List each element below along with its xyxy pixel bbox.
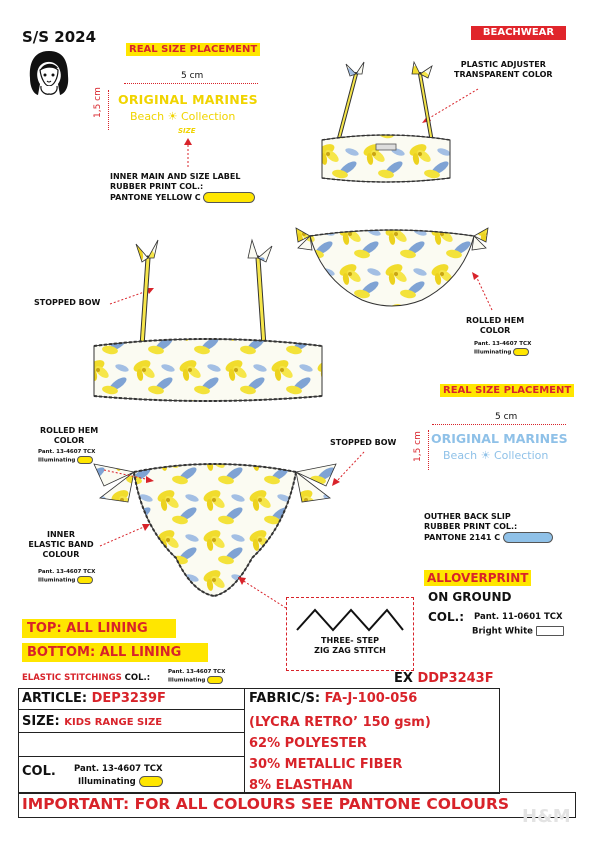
size-value: KIDS RANGE SIZE — [64, 717, 163, 728]
fabric-line-3: 30% METALLIC FIBER — [249, 757, 403, 772]
print-pantone: Pant. 11-0601 TCX — [474, 612, 563, 622]
inner-elastic-swatch — [77, 576, 93, 584]
blue-brand-sub-part-1: Beach — [443, 449, 478, 462]
inner-label-note — [110, 172, 270, 203]
back-height-dimension-line — [428, 430, 429, 470]
important-note: IMPORTANT: FOR ALL COLOURS SEE PANTONE COLOURS — [22, 795, 510, 813]
col-row-divider — [18, 756, 244, 757]
fabric-code: FA-J-100-056 — [324, 691, 418, 706]
category-badge: BEACHWEAR — [471, 26, 566, 40]
inner-elastic-line-1: INNER — [47, 530, 75, 539]
ex-label: EX — [394, 671, 413, 686]
col-name: Illuminating — [78, 777, 136, 787]
brand-logo-yellow: ORIGINAL MARINES — [118, 92, 258, 107]
back-label-height-measure: 1,5 cm — [413, 431, 423, 462]
print-color-row — [472, 626, 564, 637]
rolled-hem-2-line-2: COLOR — [53, 436, 85, 445]
back-label-note — [424, 512, 594, 543]
fabric-lines — [249, 712, 431, 796]
bottom-lining-label: BOTTOM: ALL LINING — [22, 643, 208, 662]
inner-elastic-arrow — [96, 520, 156, 550]
real-size-placement-title: REAL SIZE PLACEMENT — [126, 43, 260, 56]
inner-elastic-line-2: ELASTIC BAND — [28, 540, 94, 549]
ex-code: DDP3243F — [417, 671, 494, 686]
rolled-hem-2-pantone-name: Illuminating — [38, 457, 76, 464]
inner-elastic-pantone-code: Pant. 13-4607 TCX — [38, 569, 96, 575]
on-ground-label: ON GROUND — [428, 590, 512, 604]
size-row — [22, 714, 162, 729]
rolled-hem-1-pantone-name: Illuminating — [474, 349, 512, 356]
girl-face-icon — [26, 48, 72, 98]
rolled-hem-1-pantone — [474, 341, 531, 357]
col-name-row — [78, 776, 163, 787]
elastic-stitchings-col: COL.: — [124, 673, 151, 683]
brand-logo-blue: ORIGINAL MARINES — [431, 431, 568, 446]
rolled-hem-arrow-2 — [100, 466, 160, 486]
rolled-hem-2-line-1: ROLLED HEM — [40, 426, 99, 435]
rolled-hem-note-1 — [466, 316, 524, 336]
inner-elastic-pantone — [38, 569, 95, 585]
yellow-swatch — [203, 192, 255, 203]
fabric-line-2: 62% POLYESTER — [249, 736, 367, 751]
article-label: ARTICLE: — [22, 691, 88, 706]
rolled-hem-arrow-1 — [470, 270, 500, 315]
ex-row — [394, 671, 494, 686]
top-lining-label: TOP: ALL LINING — [22, 619, 176, 638]
note-line-1: INNER MAIN AND SIZE LABEL — [110, 172, 241, 181]
brand-sub-yellow — [130, 110, 235, 123]
bikini-top-back-sketch — [316, 60, 456, 192]
label-width-measure: 5 cm — [181, 71, 204, 81]
zigzag-arrow — [232, 574, 292, 614]
inner-elastic-pantone-name: Illuminating — [38, 577, 76, 584]
rolled-hem-1-pantone-code: Pant. 13-4607 TCX — [474, 341, 532, 347]
article-row-divider — [18, 709, 244, 710]
zigzag-stitch-icon — [287, 600, 413, 636]
back-label-width-measure: 5 cm — [495, 412, 518, 422]
article-value: DEP3239F — [91, 691, 166, 706]
rolled-hem-note-2 — [40, 426, 98, 446]
back-note-line-1: OUTHER BACK SLIP — [424, 512, 511, 521]
bikini-top-front-sketch — [86, 236, 330, 408]
zigzag-box — [286, 597, 414, 671]
label-height-measure: 1,5 cm — [93, 87, 103, 118]
rolled-hem-1-line-2: COLOR — [479, 326, 511, 335]
note-line-3: PANTONE YELLOW C — [110, 193, 201, 202]
blue-brand-sub-part-2: Collection — [493, 449, 549, 462]
fabric-label: FABRIC/S: — [249, 691, 321, 706]
elastic-stitchings-swatch — [207, 676, 223, 684]
rolled-hem-1-swatch — [513, 348, 529, 356]
col-label: COL. — [22, 764, 56, 779]
back-width-dimension-line — [432, 424, 566, 425]
width-dimension-line — [124, 83, 258, 84]
back-note-line-3: PANTONE 2141 C — [424, 533, 501, 542]
spec-table-divider — [244, 688, 245, 792]
size-row-divider — [18, 732, 244, 733]
real-size-placement-title-2: REAL SIZE PLACEMENT — [440, 384, 574, 397]
article-row — [22, 691, 166, 706]
brand-sub-blue — [443, 449, 548, 462]
elastic-stitchings-pantone — [168, 669, 225, 685]
stopped-bow-note-1: STOPPED BOW — [34, 298, 101, 307]
back-note-line-2: RUBBER PRINT COL.: — [424, 522, 518, 531]
label-arrow — [183, 137, 193, 169]
adjuster-line-2: TRANSPARENT COLOR — [454, 70, 553, 79]
fabric-line-1: (LYCRA RETRO’ 150 gsm) — [249, 715, 431, 730]
blue-swatch — [503, 532, 553, 543]
sun-icon: ☀ — [480, 449, 491, 462]
size-tag: SIZE — [178, 127, 196, 135]
height-dimension-line — [108, 90, 109, 130]
hm-watermark: H&M — [522, 806, 571, 827]
white-swatch — [536, 626, 564, 636]
zigzag-line-1: THREE- STEP — [321, 636, 379, 645]
col-pantone: Pant. 13-4607 TCX — [74, 764, 163, 774]
print-col-label: COL.: — [428, 610, 465, 624]
season-label: S/S 2024 — [22, 28, 97, 46]
sun-icon: ☀ — [167, 110, 178, 123]
brand-sub-part-2: Collection — [180, 110, 236, 123]
rolled-hem-1-line-1: ROLLED HEM — [466, 316, 525, 325]
elastic-stitchings-label: ELASTIC STITCHINGS — [22, 673, 122, 683]
zigzag-line-2: ZIG ZAG STITCH — [314, 646, 386, 655]
plastic-adjuster-note — [454, 60, 553, 80]
size-label: SIZE: — [22, 714, 60, 729]
fabric-line-4: 8% ELASTHAN — [249, 778, 353, 793]
rolled-hem-2-pantone-code: Pant. 13-4607 TCX — [38, 449, 96, 455]
fabric-row — [249, 691, 417, 706]
adjuster-line-1: PLASTIC ADJUSTER — [460, 60, 546, 69]
inner-elastic-note — [22, 530, 100, 560]
brand-sub-part-1: Beach — [130, 110, 165, 123]
stopped-bow-note-2: STOPPED BOW — [330, 438, 397, 447]
note-line-2: RUBBER PRINT COL.: — [110, 182, 204, 191]
alloverprint-title: ALLOVERPRINT — [424, 570, 531, 586]
elastic-stitchings-pantone-name: Illuminating — [168, 677, 206, 684]
print-color-name: Bright White — [472, 626, 533, 637]
elastic-stitchings-pantone-code: Pant. 13-4607 TCX — [168, 669, 226, 675]
elastic-stitchings-row — [22, 673, 150, 683]
inner-elastic-line-3: COLOUR — [42, 550, 80, 559]
col-swatch — [139, 776, 163, 787]
